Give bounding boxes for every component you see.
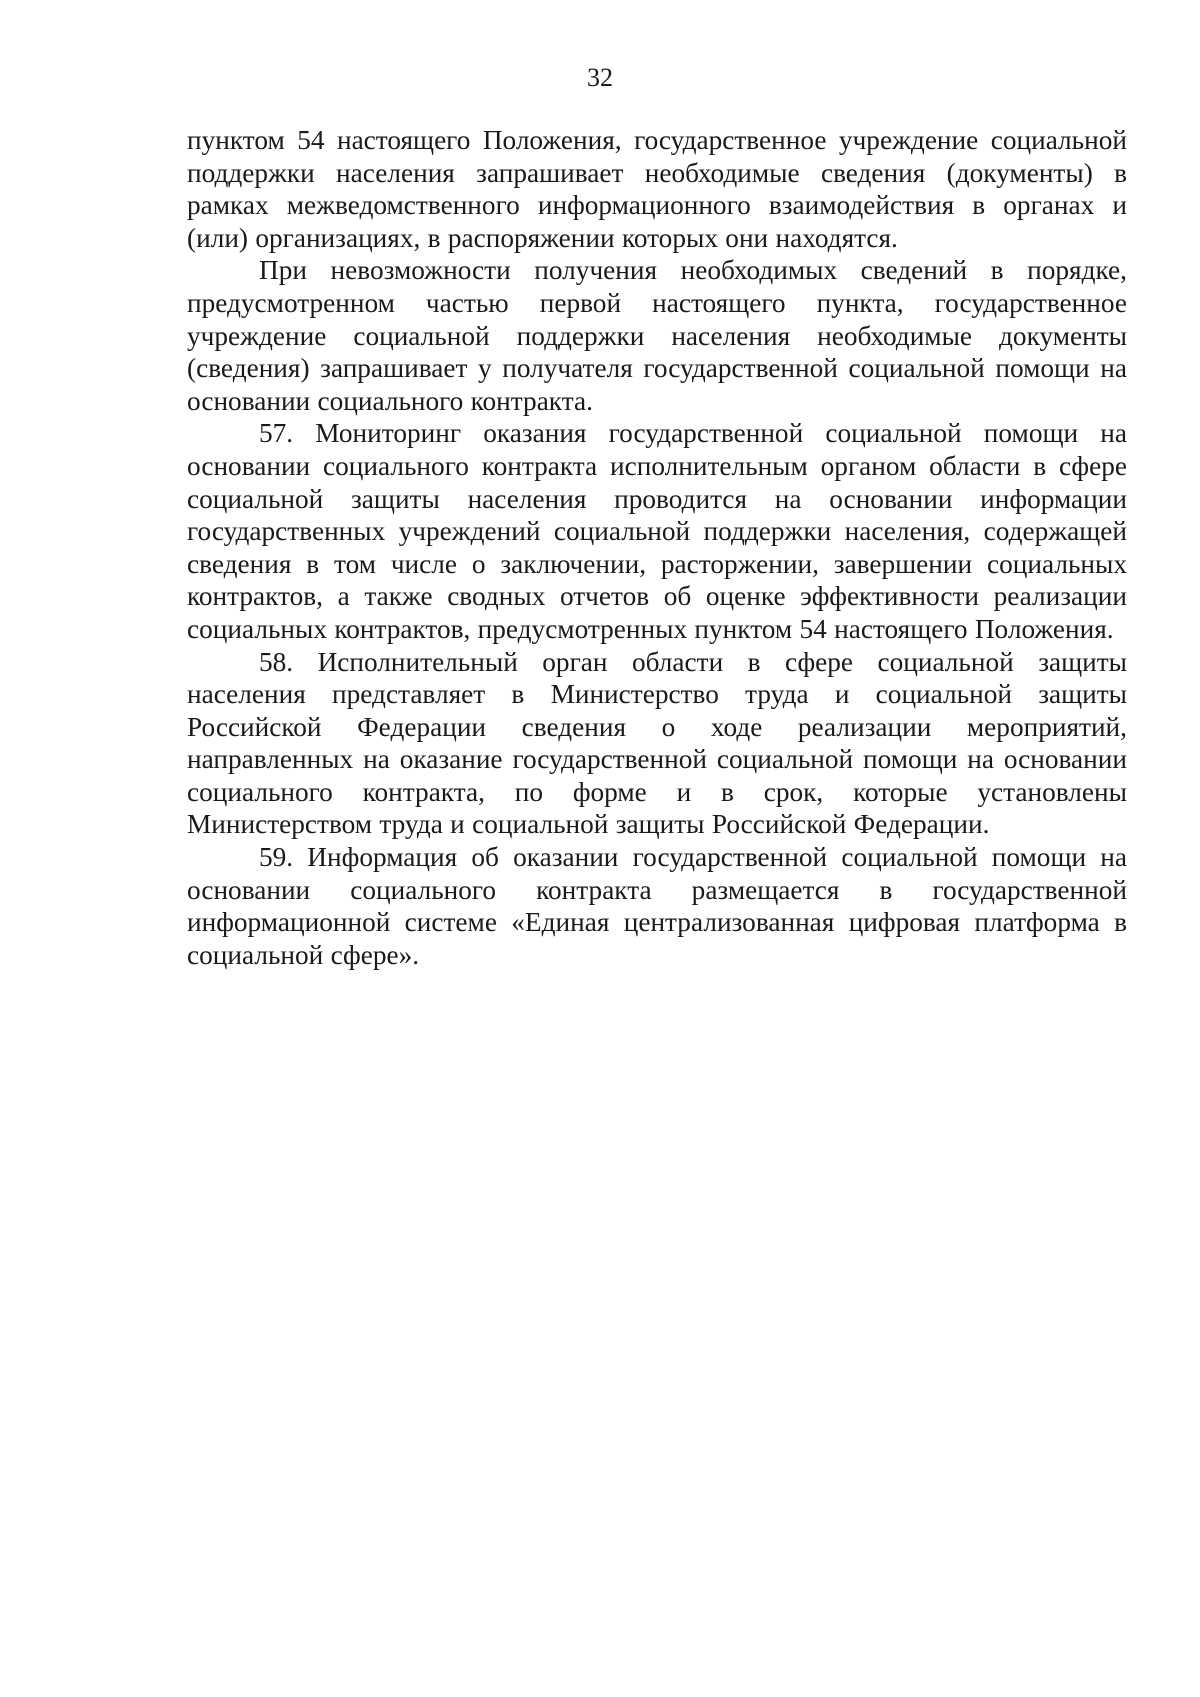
page-number: 32 — [587, 63, 613, 92]
document-body — [187, 124, 1127, 971]
paragraph-continuation: пунктом 54 настоящего Положения, государственное учреждение социальной поддержки населения запрашивает необходимые сведения (документы) в рамках межведомственного информационного взаимодействия в органах и (или) организациях, в распоряжении которых они находятся. — [187, 125, 1127, 253]
paragraph-unavailable-info: При невозможности получения необходимых сведений в порядке, предусмотренном частью первой настоящего пункта, государственное учреждение социальной поддержки населения необходимые документы (сведения) запрашивает у получателя государственной социальной помощи на основании социального контракта. — [187, 255, 1127, 416]
paragraph-59-information: 59. Информация об оказании государственной социальной помощи на основании социального контракта размещается в государственной информационной системе «Единая централизованная цифровая платформа в социальной сфере». — [187, 842, 1127, 970]
paragraph-57-monitoring: 57. Мониторинг оказания государственной социальной помощи на основании социального контракта исполнительным органом области в сфере социальной защиты населения проводится на основании информации государственных учреждений социальной поддержки населения, содержащей сведения в том числе о заключении, расторжении, завершении социальных контрактов, а также сводных отчетов об оценке эффективности реализации социальных контрактов, предусмотренных пунктом 54 настоящего Положения. — [187, 418, 1127, 644]
paragraph-58-reporting: 58. Исполнительный орган области в сфере социальной защиты населения представляет в Министерство труда и социальной защиты Российской Федерации сведения о ходе реализации мероприятий, направленных на оказание государственной социальной помощи на основании социального контракта, по форме и в срок, которые установлены Министерством труда и социальной защиты Российской Федерации. — [187, 646, 1127, 840]
